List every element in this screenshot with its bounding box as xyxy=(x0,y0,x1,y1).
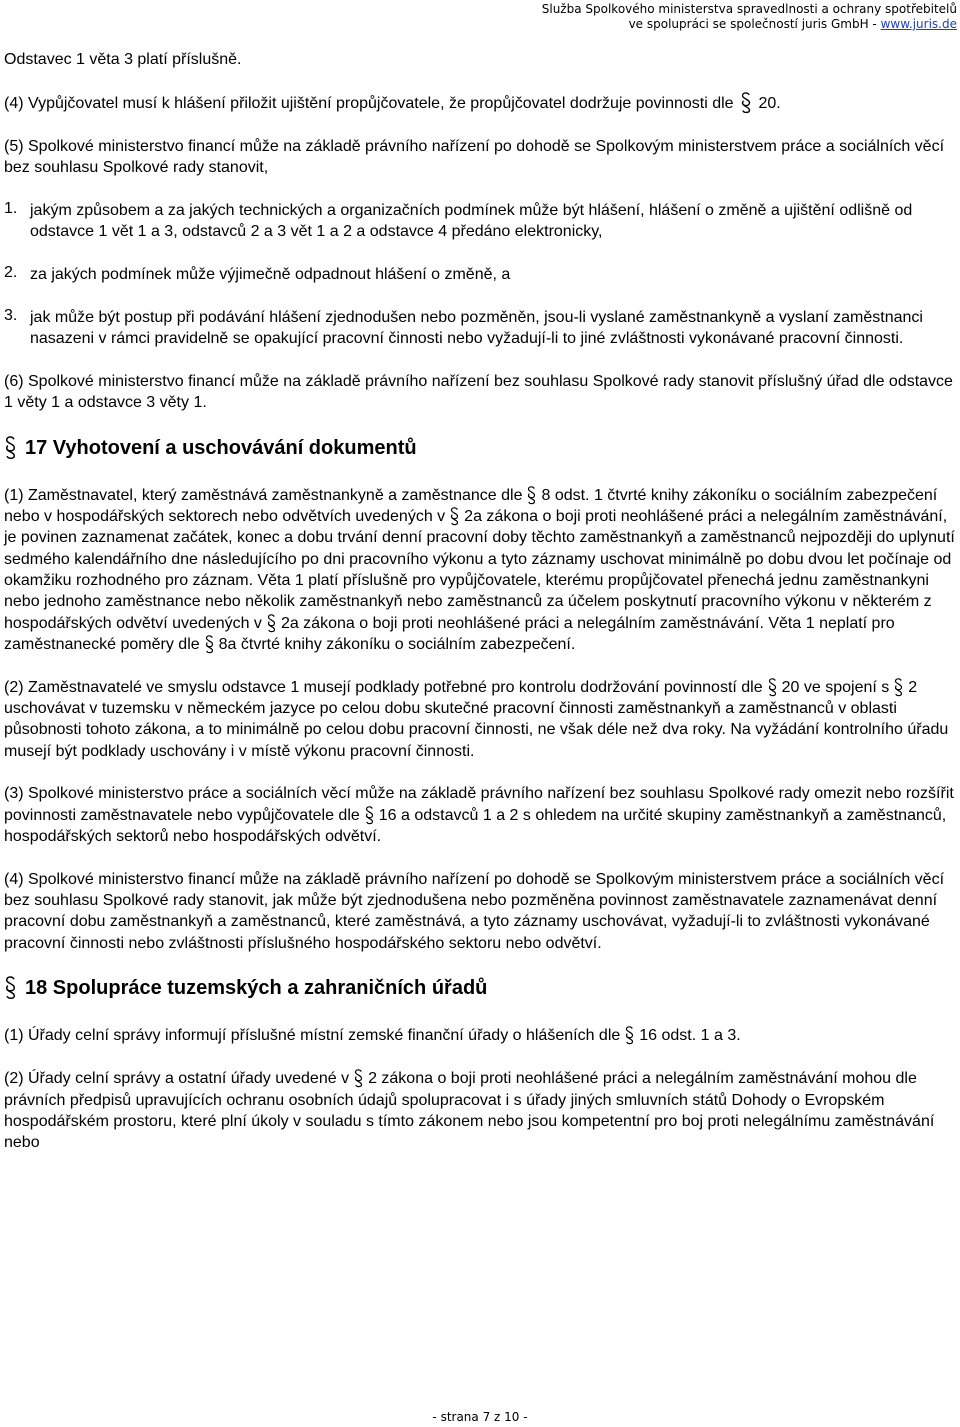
section-sign-icon xyxy=(526,486,537,505)
s18-p2-part-a: (2) Úřady celní správy a ostatní úřady uvedené v xyxy=(4,1070,350,1088)
page-header xyxy=(542,2,957,32)
section-17-paragraph-2 xyxy=(4,677,958,762)
list-item-1-number: 1. xyxy=(4,199,18,217)
list-item-1-text: jakým způsobem a za jakých technických a organizačních podmínek může být hlášení, hlášení o změně a ujištění odlišně od odstavce 1 vět 1 a 3, odstavců 2 a 3 vět 1 a 2 a odstavce 4 předáno elektronicky, xyxy=(30,201,913,240)
section-18-heading xyxy=(4,975,958,1001)
paragraph-odstavec: Odstavec 1 věta 3 platí příslušně. xyxy=(4,51,242,68)
section-sign-icon xyxy=(893,678,904,697)
s17-p2-part-a: (2) Zaměstnavatelé ve smyslu odstavce 1 musejí podklady potřebné pro kontrolu dodržování povinností dle xyxy=(4,678,763,696)
document-body xyxy=(4,49,958,1175)
paragraph-4-text: (4) Vypůjčovatel musí k hlášení přiložit ujištění propůjčovatele, že propůjčovatel dodržuje povinnosti dle xyxy=(4,94,734,112)
s17-p2-part-c: 2 uschovávat v tuzemsku v německém jazyce po celou dobu skutečné pracovní činnosti zaměstnankyň a zaměstnanců v oblasti působnosti tohoto zákona, a to minimálně po celou dobu pracovní činnosti, ne však déle než dva roky. Na vyžádání kontrolního úřadu musejí být podklady uschovány i v místě výkonu pracovní činnosti. xyxy=(4,678,949,760)
section-18-paragraph-1 xyxy=(4,1025,958,1046)
s17-p1-part-c: 2a zákona o boji proti neohlášené práci a nelegálním zaměstnávání, je povinen zaznamenat začátek, konec a dobu trvání denní pracovní doby těchto zaměstnankyň a zaměstnanců nejpozději do uplynutí sedmého kalendářního dne následujícího po dni pracovního výkonu a tyto záznamy uschovat minimálně po dobu dvou let počínaje od okamžiku rozhodného pro záznam. Věta 1 platí příslušně pro vypůjčovatele, kterému propůjčovatel přenechá jednu zaměstnankyni nebo jednoho zaměstnance nebo několik zaměstnankyň nebo zaměstnanců za účelem poskytnutí pracovního výkonu v některém z hospodářských odvětví uvedených v xyxy=(4,508,955,632)
list-item-2 xyxy=(4,264,958,285)
section-17-heading xyxy=(4,435,958,461)
header-line-2 xyxy=(542,17,957,32)
list-item-2-text: za jakých podmínek může výjimečně odpadnout hlášení o změně, a xyxy=(30,265,511,283)
section-sign-icon xyxy=(266,614,277,633)
s18-p2-part-b: 2 zákona o boji proti neohlášené práci a nelegálním zaměstnávání mohou dle právních předpisů upravujících ochranu osobních údajů spolupracovat i s úřady jiných smluvních států Dohody o Evropském hospodářském prostoru, které plní úkoly v souladu s tímto zákonem nebo jsou kompetentní pro boj proti nelegálnímu zaměstnávání nebo xyxy=(4,1070,935,1152)
section-17-title: 17 Vyhotovení a uschovávání dokumentů xyxy=(25,436,417,459)
section-17-paragraph-4: (4) Spolkové ministerstvo financí může na základě právního nařízení po dohodě se Spolkovým ministerstvem práce a sociálních věcí bez souhlasu Spolkové rady stanovit, jak může být zjednodušena nebo pozměněna povinnost zaměstnavatele zaznamenávat denní pracovní dobu zaměstnankyň a zaměstnanců, které zaměstnává, a tyto záznamy uschovávat, vyžadují-li to zvláštnosti vykonávané pracovní činnosti nebo zvláštnosti příslušného hospodářského sektoru nebo odvětví. xyxy=(4,870,945,952)
paragraph-6: (6) Spolkové ministerstvo financí může na základě právního nařízení bez souhlasu Spolkové rady stanovit příslušný úřad dle odstavce 1 věty 1 a odstavce 3 věty 1. xyxy=(4,372,953,411)
s17-p3-part-b: 16 a odstavců 1 a 2 s ohledem na určité skupiny zaměstnankyň a zaměstnanců, hospodářských sektorů nebo hospodářských odvětví. xyxy=(4,806,947,845)
section-sign-icon xyxy=(4,976,17,1000)
section-sign-icon xyxy=(767,678,778,697)
s17-p3-part-a: (3) Spolkové ministerstvo práce a sociálních věcí může na základě právního nařízení bez souhlasu Spolkové rady omezit nebo rozšířit povinnosti zaměstnavatele nebo vypůjčovatele dle xyxy=(4,785,954,824)
paragraph-4-ref: 20. xyxy=(758,94,781,112)
section-sign-icon xyxy=(624,1026,635,1045)
header-line-2-text: ve spolupráci se společností juris GmbH - xyxy=(628,17,881,31)
s17-p1-part-a: (1) Zaměstnavatel, který zaměstnává zaměstnankyně a zaměstnance dle xyxy=(4,486,523,504)
s18-p1-part-b: 16 odst. 1 a 3. xyxy=(639,1027,741,1045)
list-item-1 xyxy=(4,200,958,243)
section-17-paragraph-1 xyxy=(4,485,958,655)
section-sign-icon xyxy=(740,92,752,114)
s17-p1-part-d: 2a zákona o boji proti neohlášené práci a nelegálním zaměstnávání. Věta 1 neplatí pro zaměstnanecké poměry dle xyxy=(4,614,895,653)
page-number: - strana 7 z 10 - xyxy=(432,1410,528,1424)
juris-link[interactable]: www.juris.de xyxy=(880,17,957,31)
section-sign-icon xyxy=(204,635,215,654)
paragraph-5: (5) Spolkové ministerstvo financí může na základě právního nařízení po dohodě se Spolkovým ministerstvem práce a sociálních věcí bez souhlasu Spolkové rady stanovit, xyxy=(4,137,945,176)
s18-p1-part-a: (1) Úřady celní správy informují příslušné místní zemské finanční úřady o hlášeních dle xyxy=(4,1027,621,1045)
section-17-paragraph-3 xyxy=(4,783,958,847)
list-item-2-number: 2. xyxy=(4,263,18,281)
s17-p1-part-b: 8 odst. 1 čtvrté knihy zákoníku o sociálním zabezpečení nebo v hospodářských sektorech nebo odvětvích uvedených v xyxy=(4,486,938,526)
section-sign-icon xyxy=(449,507,460,526)
section-18-title: 18 Spolupráce tuzemských a zahraničních úřadů xyxy=(25,977,488,1000)
s17-p1-part-e: 8a čtvrté knihy zákoníku o sociálním zabezpečení. xyxy=(218,635,576,653)
section-sign-icon xyxy=(4,436,17,460)
list-item-3-number: 3. xyxy=(4,306,18,324)
section-sign-icon xyxy=(353,1069,364,1088)
list-item-3 xyxy=(4,307,958,350)
paragraph-4 xyxy=(4,92,958,114)
section-18-paragraph-2 xyxy=(4,1068,958,1153)
list-item-3-text: jak může být postup při podávání hlášení zjednodušen nebo pozměněn, jsou-li vyslané zaměstnankyně a vyslaní zaměstnanci nasazeni v rámci pravidelně se opakující pracovní činnosti nebo vyžadují-li to jiné zvláštnosti vykonávané pracovní činnosti. xyxy=(30,308,923,347)
section-sign-icon xyxy=(364,806,375,825)
header-line-1: Služba Spolkového ministerstva spravedlnosti a ochrany spotřebitelů xyxy=(541,2,957,16)
s17-p2-part-b: 20 ve spojení s xyxy=(781,678,890,696)
